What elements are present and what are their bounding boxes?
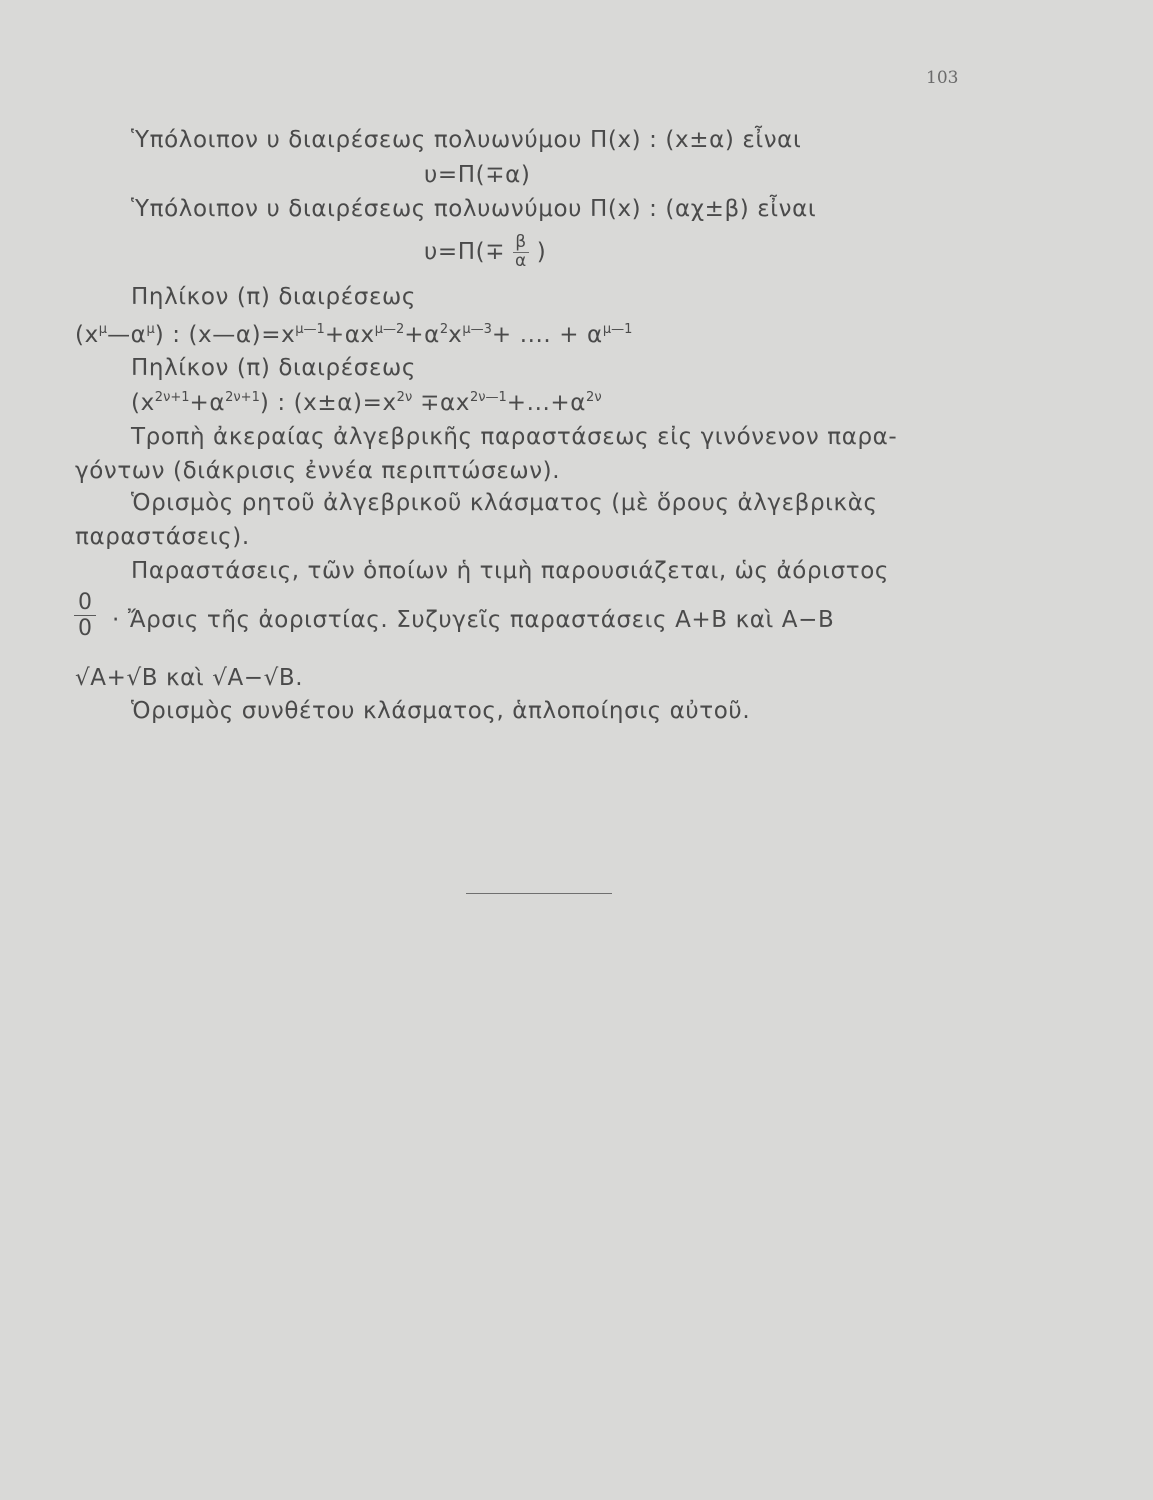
formula-exponent: μ—1 — [602, 322, 633, 337]
formula-part: +αx — [324, 322, 375, 348]
formula-exponent: μ—3 — [462, 322, 492, 337]
fraction-numerator: 0 — [74, 590, 96, 616]
rational-fraction-line-1: Ὁρισμὸς ρητοῦ ἀλγεβρικοῦ κλάσματος (μὲ ὅρους ἀλγεβρικὰς — [131, 490, 878, 516]
fraction-numerator: β — [513, 234, 529, 253]
formula-exponent: 2ν — [396, 390, 413, 405]
formula-prefix: υ=Π(∓ — [424, 238, 506, 265]
beta-over-alpha-fraction — [513, 234, 529, 271]
remainder-formula-general — [424, 234, 546, 271]
formula-part: ) : (x—α)=x — [154, 322, 296, 348]
fraction-denominator: α — [515, 250, 527, 271]
formula-part: +...+α — [506, 390, 587, 416]
formula-exponent: 2ν+1 — [225, 390, 260, 405]
section-divider — [466, 893, 612, 894]
formula-part: +α — [404, 322, 440, 348]
formula-part: (x — [131, 390, 155, 416]
formula-exponent: μ—2 — [374, 322, 405, 337]
formula-part: x — [448, 322, 463, 348]
fraction-denominator: 0 — [78, 616, 92, 642]
indeterminate-line-1: Παραστάσεις, τῶν ὁποίων ἡ τιμὴ παρουσιάζεται, ὡς ἀόριστος — [131, 558, 889, 584]
rational-fraction-line-2: παραστάσεις). — [75, 524, 250, 550]
formula-exponent: μ—1 — [295, 322, 325, 337]
formula-exponent: 2 — [439, 322, 449, 337]
quotient-heading-1: Πηλίκον (π) διαιρέσεως — [131, 284, 416, 310]
zero-over-zero-fraction — [74, 590, 96, 642]
quotient-formula-2 — [131, 390, 602, 418]
formula-part: +α — [189, 390, 226, 416]
remainder-rule-general: Ὑπόλοιπον υ διαιρέσεως πολυωνύμου Π(x) : (αχ±β) εἶναι — [131, 196, 817, 222]
formula-exponent: 2ν+1 — [154, 390, 190, 405]
remainder-rule-linear: Ὑπόλοιπον υ διαιρέσεως πολυωνύμου Π(x) : (x±α) εἶναι — [131, 127, 802, 153]
factorization-line-2: γόντων (διάκρισις ἐννέα περιπτώσεων). — [75, 458, 561, 484]
conjugate-radicals-line: √A+√B καὶ √A−√B. — [75, 665, 304, 691]
formula-part: + .... + α — [491, 322, 603, 348]
formula-part: ∓αx — [412, 390, 470, 416]
factorization-line-1: Τροπὴ ἀκεραίας ἀλγεβρικῆς παραστάσεως εἰς γινόνενον παρα- — [131, 424, 898, 450]
formula-suffix: ) — [536, 238, 547, 265]
formula-exponent: μ — [146, 322, 155, 337]
formula-exponent: 2ν—1 — [469, 390, 507, 405]
indeterminate-line-2: · Ἄρσις τῆς ἀοριστίας. Συζυγεῖς παραστάσεις Α+Β καὶ Α−Β — [112, 607, 835, 633]
formula-part: ) : (x±α)=x — [259, 390, 397, 416]
quotient-heading-2: Πηλίκον (π) διαιρέσεως — [131, 355, 416, 381]
formula-exponent: μ — [98, 322, 108, 337]
formula-part: (x — [75, 322, 99, 348]
compound-fraction-line: Ὁρισμὸς συνθέτου κλάσματος, ἁπλοποίησις αὐτοῦ. — [131, 698, 751, 724]
remainder-formula-linear: υ=Π(∓α) — [424, 162, 531, 188]
page-number: 103 — [926, 68, 959, 88]
formula-exponent: 2ν — [586, 390, 602, 405]
formula-part: —α — [107, 322, 147, 348]
quotient-formula-1 — [75, 322, 632, 350]
